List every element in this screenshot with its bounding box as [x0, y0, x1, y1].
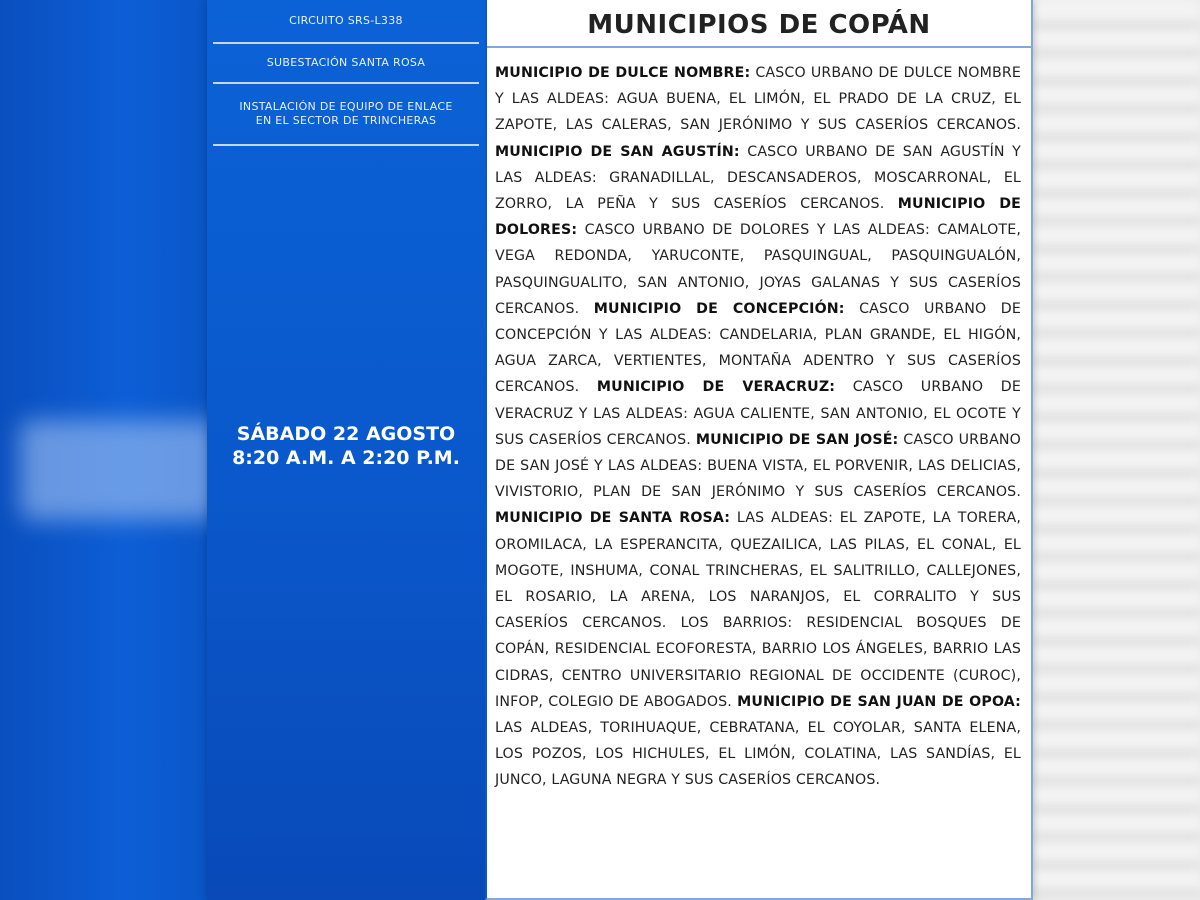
panel-title: MUNICIPIOS DE COPÁN	[487, 0, 1031, 48]
municipio-areas: CASCO URBANO DE SAN AGUSTÍN Y LAS ALDEAS: GRANADILLAL, DESCANSADEROS, MOSCARRONAL, EL ZORRO, LA PEÑA Y SUS CASERÍOS CERCANOS.	[495, 143, 1021, 213]
schedule-sidebar	[207, 0, 485, 900]
municipio-label: MUNICIPIO DE SAN AGUSTÍN:	[495, 143, 740, 160]
municipio-label: MUNICIPIO DE SAN JOSÉ:	[695, 431, 899, 448]
municipio-areas: LAS ALDEAS, TORIHUAQUE, CEBRATANA, EL COYOLAR, SANTA ELENA, LOS POZOS, LOS HICHULES, EL LIMÓN, COLATINA, LAS SANDÍAS, EL JUNCO, LAGUNA NEGRA Y SUS CASERÍOS CERCANOS.	[495, 720, 1021, 789]
municipio-label: MUNICIPIO DE CONCEPCIÓN:	[593, 300, 845, 317]
circuit-label: CIRCUITO SRS-L338	[213, 0, 479, 44]
work-description-line-1: INSTALACIÓN DE EQUIPO DE ENLACE	[239, 100, 453, 113]
municipio-label: MUNICIPIO DE DULCE NOMBRE:	[495, 65, 751, 81]
municipio-areas: CASCO URBANO DE DULCE NOMBRE Y LAS ALDEAS: AGUA BUENA, EL LIMÓN, EL PRADO DE LA CRUZ, EL ZAPOTE, LAS CALERAS, SAN JERÓNIMO Y SUS CASERÍOS CERCANOS.	[495, 65, 1021, 134]
municipio-areas: CASCO URBANO DE DOLORES Y LAS ALDEAS: CAMALOTE, VEGA REDONDA, YARUCONTE, PASQUINGUAL, PASQUINGUALÓN, PASQUINGUALITO, SAN ANTONIO, JOYAS GALANAS Y SUS CASERÍOS CERCANOS.	[495, 222, 1021, 317]
work-description	[213, 84, 479, 146]
municipio-areas: LAS ALDEAS: EL ZAPOTE, LA TORERA, OROMILACA, LA ESPERANCITA, QUEZAILICA, LAS PILAS, EL CONAL, EL MOGOTE, INSHUMA, CONAL TRINCHERAS, EL SALITRILLO, CALLEJONES, EL ROSARIO, LA ARENA, LOS NARANJOS, EL CORRALITO Y SUS CASERÍOS CERCANOS. LOS BARRIOS: RESIDENCIAL BOSQUES DE COPÁN, RESIDENCIAL ECOFORESTA, BARRIO LOS ÁNGELES, BARRIO LAS CIDRAS, CENTRO UNIVERSITARIO REGIONAL DE OCCIDENTE (CUROC), INFOP, COLEGIO DE ABOGADOS.	[495, 510, 1021, 710]
schedule-date: SÁBADO 22 AGOSTO	[236, 423, 456, 445]
affected-areas-panel	[485, 0, 1033, 900]
blurred-background-right	[1032, 0, 1200, 900]
municipio-label: MUNICIPIO DE VERACRUZ:	[596, 379, 836, 396]
municipio-areas: CASCO URBANO DE CONCEPCIÓN Y LAS ALDEAS: CANDELARIA, PLAN GRANDE, EL HIGÓN, AGUA ZARCA, VERTIENTES, MONTAÑA ADENTRO Y SUS CASERÍOS CERCANOS.	[495, 300, 1021, 396]
outage-notice-card	[207, 0, 1033, 900]
municipio-label: MUNICIPIO DE SAN JUAN DE OPOA:	[737, 693, 1021, 710]
substation-label: SUBESTACIÓN SANTA ROSA	[213, 44, 479, 84]
schedule-datetime	[207, 422, 485, 470]
schedule-time: 8:20 A.M. A 2:20 P.M.	[232, 447, 460, 469]
municipio-label: MUNICIPIO DE SANTA ROSA:	[495, 510, 731, 527]
municipio-areas: CASCO URBANO DE VERACRUZ Y LAS ALDEAS: AGUA CALIENTE, SAN ANTONIO, EL OCOTE Y SUS CASERÍOS CERCANOS.	[495, 379, 1021, 448]
blurred-background-text-blob	[20, 420, 220, 520]
municipio-label: MUNICIPIO DE DOLORES:	[495, 196, 1021, 239]
municipio-areas: CASCO URBANO DE SAN JOSÉ Y LAS ALDEAS: BUENA VISTA, EL PORVENIR, LAS DELICIAS, VIVISTORIO, PLAN DE SAN JERÓNIMO Y SUS CASERÍOS CERCANOS.	[495, 431, 1021, 501]
affected-areas-text	[487, 48, 1031, 794]
work-description-line-2: EN EL SECTOR DE TRINCHERAS	[255, 114, 437, 127]
